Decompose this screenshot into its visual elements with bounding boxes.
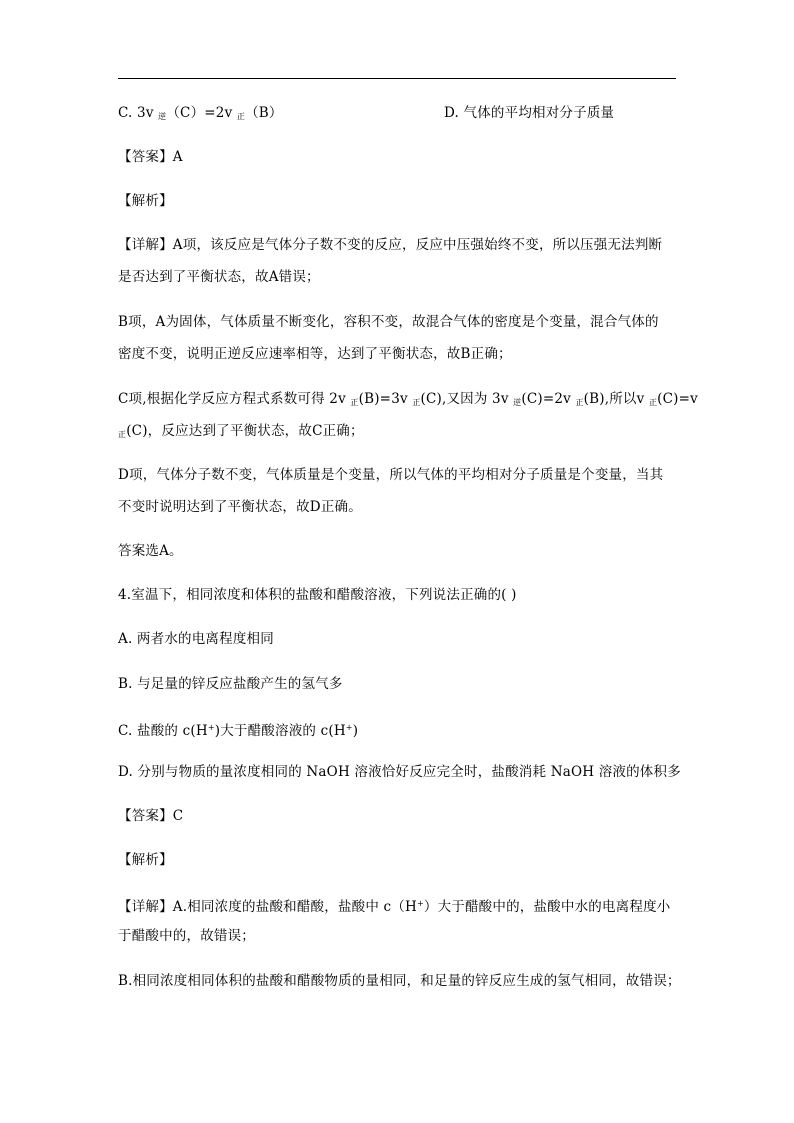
- subscript: 正: [350, 398, 359, 407]
- option-c-text: （B）: [245, 105, 283, 121]
- detail-paragraph-line: D项，气体分子数不变，气体质量是个变量，所以气体的平均相对分子质量是个变量，当其: [118, 467, 664, 483]
- option-d-line: D. 气体的平均相对分子质量: [444, 105, 615, 121]
- detail-paragraph-line: 密度不变，说明正逆反应速率相等，达到了平衡状态，故B正确；: [118, 346, 512, 362]
- subscript: 正: [118, 430, 127, 439]
- option-d: D. 分别与物质的量浓度相同的 NaOH 溶液恰好反应完全时，盐酸消耗 NaOH 溶液的体积多: [118, 764, 681, 780]
- answer-label: 【答案】A: [118, 149, 183, 165]
- text-run: C. 盐酸的 c(H: [118, 723, 208, 739]
- header-rule: [118, 78, 676, 79]
- answer-label: 【答案】C: [118, 808, 184, 824]
- superscript: +: [345, 723, 353, 732]
- superscript: +: [207, 723, 215, 732]
- text-run: ): [352, 723, 359, 739]
- analysis-heading: 【解析】: [118, 852, 173, 868]
- detail-paragraph-line: B.相同浓度相同体积的盐酸和醋酸物质的量相同，和足量的锌反应生成的氢气相同，故错误；: [118, 973, 681, 989]
- option-a: A. 两者水的电离程度相同: [118, 631, 274, 647]
- detail-paragraph-line: [118, 390, 698, 412]
- subscript: 正: [575, 398, 584, 407]
- option-c: [118, 719, 358, 740]
- subscript: 正: [236, 112, 246, 121]
- subscript: 逆: [513, 398, 522, 407]
- text-run: )大于醋酸溶液的 c(H: [214, 723, 346, 739]
- conclusion-line: 答案选A。: [118, 543, 183, 559]
- text-run: (B)=3v: [358, 391, 413, 407]
- detail-paragraph-line: [118, 895, 670, 916]
- detail-paragraph-line: 不变时说明达到了平衡状态，故D正确。: [118, 499, 362, 515]
- option-c-line: [118, 104, 283, 126]
- text-run: (C)=2v: [521, 391, 576, 407]
- text-run: (C)，反应达到了平衡状态，故C正确；: [126, 423, 364, 439]
- option-c-text: （C）=2v: [166, 105, 237, 121]
- superscript: +: [416, 899, 424, 908]
- text-run: 【详解】A.相同浓度的盐酸和醋酸，盐酸中 c（H: [118, 899, 417, 915]
- subscript: 正: [412, 398, 421, 407]
- detail-paragraph-line: 于醋酸中的，故错误；: [118, 928, 255, 944]
- question-stem: 4.室温下，相同浓度和体积的盐酸和醋酸溶液，下列说法正确的( ): [118, 587, 517, 603]
- detail-paragraph-line: B项，A为固体，气体质量不断变化，容积不变，故混合气体的密度是个变量，混合气体的: [118, 314, 659, 330]
- analysis-heading: 【解析】: [118, 193, 173, 209]
- detail-paragraph-line: [118, 422, 364, 444]
- detail-paragraph-line: 是否达到了平衡状态，故A错误；: [118, 269, 320, 285]
- subscript: 正: [648, 398, 658, 407]
- option-c-text: C. 3v: [118, 105, 159, 121]
- text-run: (B),所以v: [583, 391, 649, 407]
- text-run: ）大于醋酸中的，盐酸中水的电离程度小: [423, 899, 671, 915]
- text-run: (C)=v: [657, 391, 698, 407]
- text-run: C项,根据化学反应方程式系数可得 2v: [118, 391, 351, 407]
- detail-paragraph-line: 【详解】A项，该反应是气体分子数不变的反应，反应中压强始终不变，所以压强无法判断: [118, 237, 663, 253]
- option-b: B. 与足量的锌反应盐酸产生的氢气多: [118, 676, 343, 692]
- text-run: (C),又因为 3v: [420, 391, 514, 407]
- subscript: 逆: [158, 112, 167, 121]
